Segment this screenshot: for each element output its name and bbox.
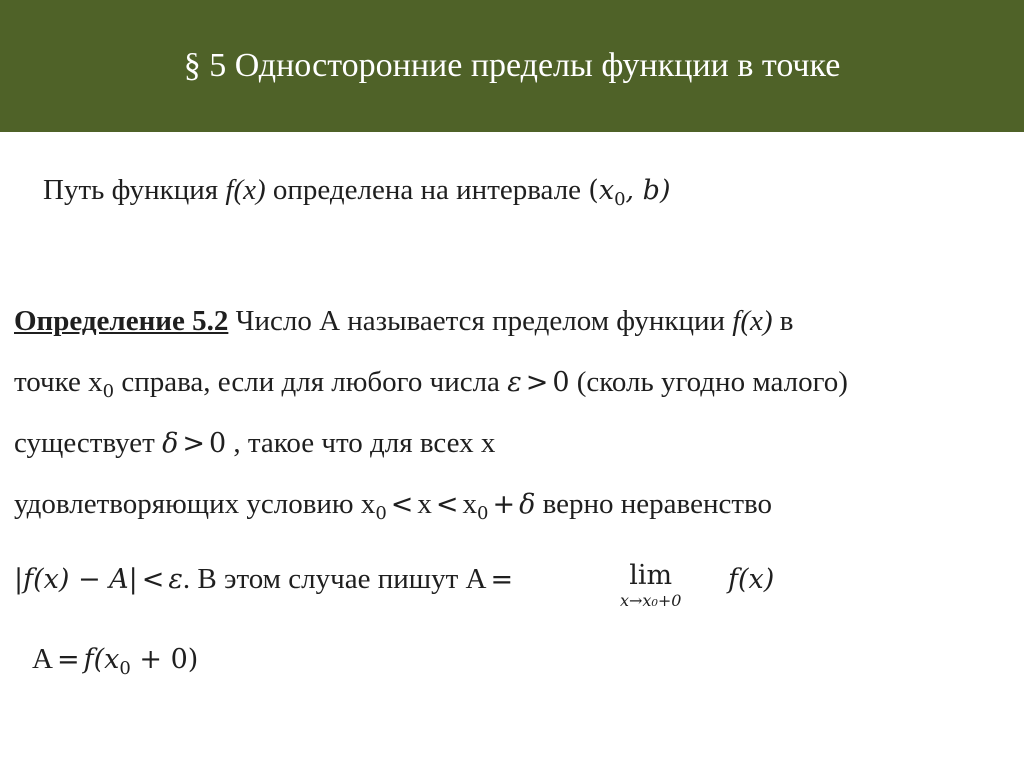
lim-subscript: x→x₀+0 (620, 591, 682, 610)
line4-x0: x (462, 488, 478, 520)
line3-text-a: существует (14, 427, 163, 459)
line6-f: f (83, 644, 94, 675)
slide-header (0, 0, 1024, 132)
definition-label: Определение 5.2 (14, 305, 229, 337)
line4-text-a: удовлетворяющих условию x (14, 488, 376, 520)
plus-sign: + (492, 489, 516, 520)
intro-line (43, 174, 671, 210)
equals-sign: = (56, 644, 80, 675)
less-sign-1: < (390, 489, 414, 520)
slide-title: § 5 Односторонние пределы функции в точке (183, 47, 841, 84)
definition-line-6 (32, 643, 198, 679)
abs-expression: |f(x) − A| (14, 564, 138, 595)
line3-text-b: , такое что для всех x (226, 427, 496, 459)
interval-rest: , b) (625, 175, 671, 206)
definition-text-1-end: в (772, 305, 794, 337)
line4-text-b: верно неравенство (535, 488, 773, 520)
less-sign: < (141, 564, 165, 595)
line4-sub-1: 0 (375, 503, 387, 524)
line4-sub-2: 0 (477, 503, 489, 524)
definition-line-2 (14, 366, 848, 402)
intro-text: Путь функция (43, 174, 226, 206)
limit-expression (620, 560, 681, 610)
intro-text-after: определена на интервале (265, 174, 589, 206)
line5-text: . В этом случае пишут А (182, 563, 487, 595)
line2-text-a: точке x (14, 366, 103, 398)
definition-line-1 (14, 305, 793, 338)
equals-sign: = (490, 564, 514, 595)
zero-value: 0 (208, 428, 227, 459)
line6-a: A (32, 643, 53, 675)
lim-word: lim (629, 560, 673, 591)
line2-sub: 0 (102, 381, 115, 402)
greater-sign: > (182, 428, 205, 459)
delta-symbol: δ (519, 489, 536, 520)
intro-function: f(x) (225, 174, 266, 206)
limit-function: f(x) (728, 564, 775, 595)
line6-rest: + 0) (130, 644, 199, 675)
line2-text-c: (сколь угодно малого) (569, 366, 848, 398)
epsilon-symbol: ε (507, 367, 522, 398)
line6-sub: 0 (119, 658, 131, 679)
interval-x: x (598, 175, 615, 206)
definition-text-1: Число А называется пределом функции (228, 305, 733, 337)
definition-line-4 (14, 488, 772, 524)
epsilon-symbol: ε (168, 564, 183, 595)
zero-value: 0 (552, 367, 570, 398)
delta-symbol: δ (162, 428, 179, 459)
interval-sub: 0 (614, 189, 626, 210)
definition-line-3 (14, 427, 495, 460)
greater-sign: > (525, 367, 549, 398)
interval-open: ( (588, 175, 599, 206)
line6-open: (x (93, 644, 120, 675)
less-sign-2: < (435, 489, 459, 520)
definition-function: f(x) (732, 305, 773, 337)
definition-line-5 (14, 563, 517, 596)
line4-x: x (417, 488, 432, 520)
limit-function-line (728, 563, 774, 596)
line2-text-b: справа, если для любого числа (114, 366, 508, 398)
